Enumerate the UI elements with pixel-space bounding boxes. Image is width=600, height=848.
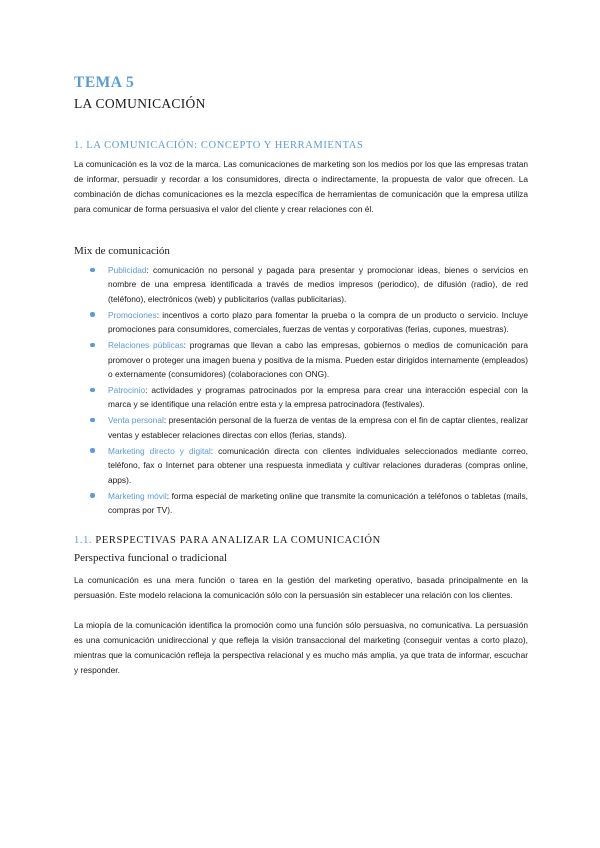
list-item [74,263,528,306]
list-item-text: : actividades y programas patrocinados por la empresa para crear una interacción especial con la marca y se identifique una relación entre esta y la empresa patrocinadora (festivales). [108,385,528,410]
list-item-term: Publicidad [108,265,147,275]
document-title: LA COMUNICACIÓN [74,96,206,111]
body-paragraph: La comunicación es una mera función o tarea en la gestión del marketing operativo, basada principalmente en la persuasión. Este modelo relaciona la comunicación sólo con la persuasión sin establecer una relación con los clientes. [74,575,528,601]
mix-heading: Mix de comunicación [74,245,170,257]
subsection-title: PERSPECTIVAS PARA ANALIZAR LA COMUNICACIÓN [92,535,381,546]
list-item-text: : forma especial de marketing online que transmite la comunicación a teléfonos o tabletas (mails, compras por TV). [108,490,528,516]
list-item [74,444,528,487]
bullet-icon [90,388,95,393]
bullet-icon [90,418,95,423]
list-item-term: Marketing directo y digital [108,445,211,456]
intro-paragraph: La comunicación es la voz de la marca. Las comunicaciones de marketing son los medios por los que las empresas tratan de informar, persuadir y recordar a los consumidores, directa o indirectamente, la propuesta de valor que ofrecen. La combinación de dichas comunicaciones es la mezcla específica de herramientas de comunicación que la empresa utiliza para comunicar de forma persuasiva el valor del cliente y crear relaciones con él. [74,159,528,215]
list-item [74,383,528,412]
subsection-number: 1.1. [74,535,93,546]
bullet-icon [90,343,95,348]
list-item-text: : comunicación no personal y pagada para presentar y promocionar ideas, bienes o servicios en nombre de una empresa identificada a través de medios impresos (periodico), de difusión (radio), de red (teléfono), electrónicos (web) y publicitarios (vallas publicitarias). [108,265,528,304]
bullet-icon [90,493,95,498]
body-paragraph: La miopía de la comunicación identifica la promoción como una función sólo persuasiva, no comunicativa. La persuasión es una comunicación unidireccional y que refleja la visión transaccional del marketing (conseguir ventas a corto plazo), mientras que la comunicación refleja la perspectiva relacional y es mucho más amplia, ya que trata de informar, escuchar y responder. [74,620,528,676]
bullet-icon [90,448,95,453]
list-item-text: : incentivos a corto plazo para fomentar la prueba o la compra de un producto o servicio. Incluye promociones para consumidores, comerciales, fuerzas de ventas y corporativas (ferias, cupones, muestras). [108,309,528,335]
bullet-icon [90,312,95,317]
list-item-term: Marketing móvil [108,490,167,501]
bullet-icon [90,268,95,273]
list-item [74,413,528,442]
list-item [74,338,528,381]
chapter-label: TEMA 5 [74,74,135,91]
list-item-term: Promociones [108,309,157,320]
communication-mix-list [74,263,528,519]
list-item-text: : programas que llevan a cabo las empresas, gobiernos o medios de comunicación para promover o proteger una imagen buena y positiva de la misma. Pueden estar dirigidos internamente (empleados) o externamente (consumidores) (colaboraciones con ONG). [108,340,528,380]
list-item-term: Relaciones públicas [108,340,184,351]
list-item [74,489,528,518]
subsection-heading [74,535,381,546]
list-item-text: : presentación personal de la fuerza de ventas de la empresa con el fin de captar clientes, realizar ventas y establecer relaciones directas con ellos (ferias, stands). [108,415,528,440]
perspective-heading: Perspectiva funcional o tradicional [74,552,228,564]
list-item-text: : comunicación directa con clientes individuales seleccionados mediante correo, teléfono, fax o Internet para obtener una respuesta inmediata y cultivar relaciones duraderas (compras online, apps). [108,445,529,485]
section-heading: 1. LA COMUNICACIÓN: CONCEPTO Y HERRAMIENTAS [74,140,364,151]
list-item [74,308,528,337]
list-item-term: Venta personal [108,415,164,426]
list-item-term: Patrocinio [108,385,146,396]
